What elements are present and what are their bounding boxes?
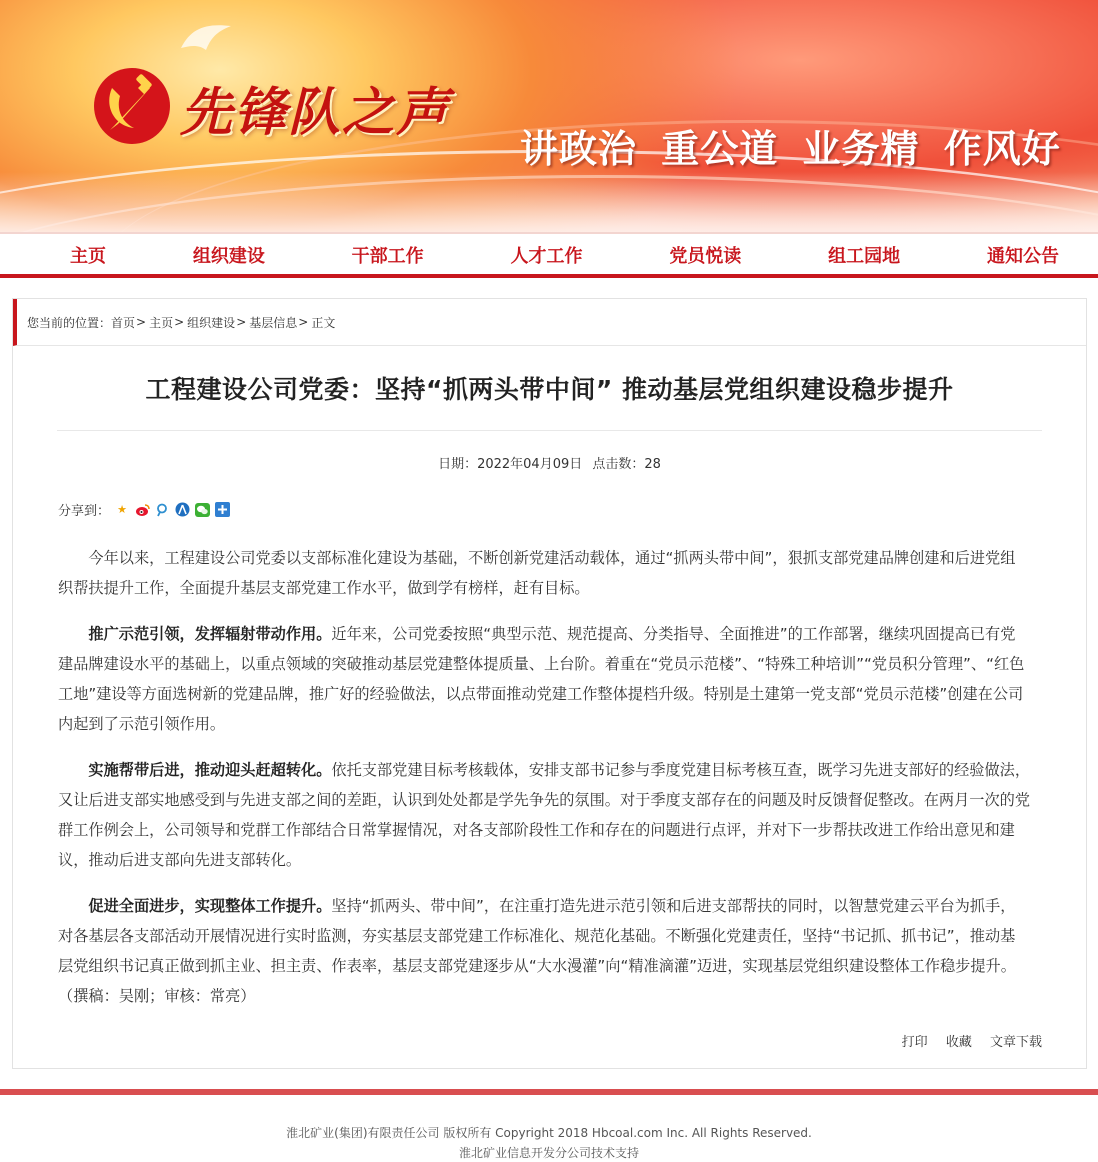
paragraph-lead: 推广示范引领，发挥辐射带动作用。: [88, 625, 332, 643]
nav-item-talent[interactable]: 人才工作: [510, 246, 583, 267]
more-share-icon[interactable]: [214, 502, 230, 518]
paragraph-text: 今年以来，工程建设公司党委以支部标准化建设为基础，不断创新党建活动载体，通过“抓两头带中间”，狠抓支部党建品牌创建和后进党组织帮扶提升工作，全面提升基层支部党建工作水平，做到学有榜样，赶有目标。: [58, 549, 1016, 597]
nav-item-notices[interactable]: 通知公告: [986, 246, 1059, 267]
nav-top-line: [0, 232, 1098, 234]
site-title: 先锋队之声: [180, 82, 451, 143]
article-paragraph: [58, 619, 1030, 739]
breadcrumb-link-home[interactable]: 首页: [111, 315, 136, 330]
banner-slogan: 讲政治 重公道 业务精 作风好: [520, 127, 1061, 171]
breadcrumb-link-main[interactable]: 主页: [149, 315, 174, 330]
party-emblem-icon: [92, 66, 172, 146]
paragraph-lead: 实施帮带后进，推动迎头赶超转化。: [88, 761, 332, 779]
renren-icon[interactable]: [174, 502, 190, 518]
nav-item-cadre[interactable]: 干部工作: [351, 246, 424, 267]
breadcrumb: 您当前的位置： 首页 > 主页 > 组织建设 > 基层信息 > 正文: [13, 299, 1086, 346]
share-bar: [58, 500, 1086, 519]
banner-fade: [0, 172, 1098, 232]
paragraph-text: 坚持“抓两头、带中间”，在注重打造先进示范引领和后进支部帮扶的同时，以智慧党建云平台为抓手，对各基层各支部活动开展情况进行实时监测，夯实基层支部党建工作标准化、规范化基础。不断强化党建责任，坚持“书记抓、抓书记”，推动基层党组织书记真正做到抓主业、担主责、作表率，基层支部党建逐步从“大水漫灌”向“精准滴灌”迈进，实现基层党组织建设整体工作稳步提升。（撰稿：吴刚；审核：常亮）: [58, 897, 1016, 1005]
article-paragraph: [58, 891, 1030, 1011]
breadcrumb-link-grassroots[interactable]: 基层信息: [249, 315, 298, 330]
paragraph-text: 近年来，公司党委按照“典型示范、规范提高、分类指导、全面推进”的工作部署，继续巩固提高已有党建品牌建设水平的基础上，以重点领域的突破推动基层党建整体提质量、上台阶。着重在“党员示范楼”、“特殊工种培训”“党员积分管理”、“红色工地”建设等方面选树新的党建品牌，推广好的经验做法，以点带面推动党建工作整体提档升级。特别是土建第一党支部“党员示范楼”创建在公司内起到了示范引领作用。: [58, 625, 1025, 733]
qzone-icon[interactable]: ★: [117, 503, 127, 516]
footer: [0, 1123, 1098, 1162]
tencent-weibo-icon[interactable]: [154, 502, 170, 518]
article-title: 工程建设公司党委：坚持“抓两头带中间” 推动基层党组织建设稳步提升: [57, 370, 1042, 431]
nav-item-organization[interactable]: 组织建设: [192, 246, 265, 267]
wechat-icon[interactable]: [194, 502, 210, 518]
download-link[interactable]: 文章下载: [989, 1035, 1042, 1050]
main-nav: [0, 232, 1098, 278]
breadcrumb-current: 正文: [311, 315, 336, 330]
print-link[interactable]: 打印: [901, 1035, 928, 1050]
nav-item-reading[interactable]: 党员悦读: [669, 246, 742, 267]
footer-divider: [0, 1089, 1098, 1095]
article-paragraph: [58, 543, 1030, 603]
article-hits: 点击数：28: [592, 457, 661, 472]
footer-copyright: 淮北矿业(集团)有限责任公司 版权所有 Copyright 2018 Hbcoal.com Inc. All Rights Reserved.: [286, 1126, 812, 1140]
article-container: [12, 298, 1087, 1069]
nav-item-garden[interactable]: 组工园地: [828, 246, 901, 267]
dove-icon: [176, 18, 236, 58]
paragraph-lead: 促进全面进步，实现整体工作提升。: [88, 897, 332, 915]
article-meta: [13, 453, 1086, 472]
favorite-link[interactable]: 收藏: [945, 1035, 972, 1050]
article-tools: [888, 1031, 1042, 1050]
breadcrumb-link-organization[interactable]: 组织建设: [187, 315, 236, 330]
header-banner: [0, 0, 1098, 232]
nav-item-home[interactable]: 主页: [70, 246, 106, 267]
share-label: 分享到：: [58, 504, 111, 519]
article-body: [58, 543, 1030, 1011]
article-paragraph: [58, 755, 1030, 875]
weibo-icon[interactable]: [134, 502, 150, 518]
footer-support: 淮北矿业信息开发分公司技术支持: [458, 1146, 639, 1160]
article-date: 日期：2022年04月09日: [438, 457, 583, 472]
paragraph-text: 依托支部党建目标考核载体，安排支部书记参与季度党建目标考核互查，既学习先进支部好的经验做法，又让后进支部实地感受到与先进支部之间的差距，认识到处处都是学先争先的氛围。对于季度支部存在的问题及时反馈督促整改。在两月一次的党群工作例会上，公司领导和党群工作部结合日常掌握情况，对各支部阶段性工作和存在的问题进行点评，并对下一步帮扶改进工作给出意见和建议，推动后进支部向先进支部转化。: [58, 761, 1031, 869]
breadcrumb-prefix: 您当前的位置：: [27, 315, 112, 330]
